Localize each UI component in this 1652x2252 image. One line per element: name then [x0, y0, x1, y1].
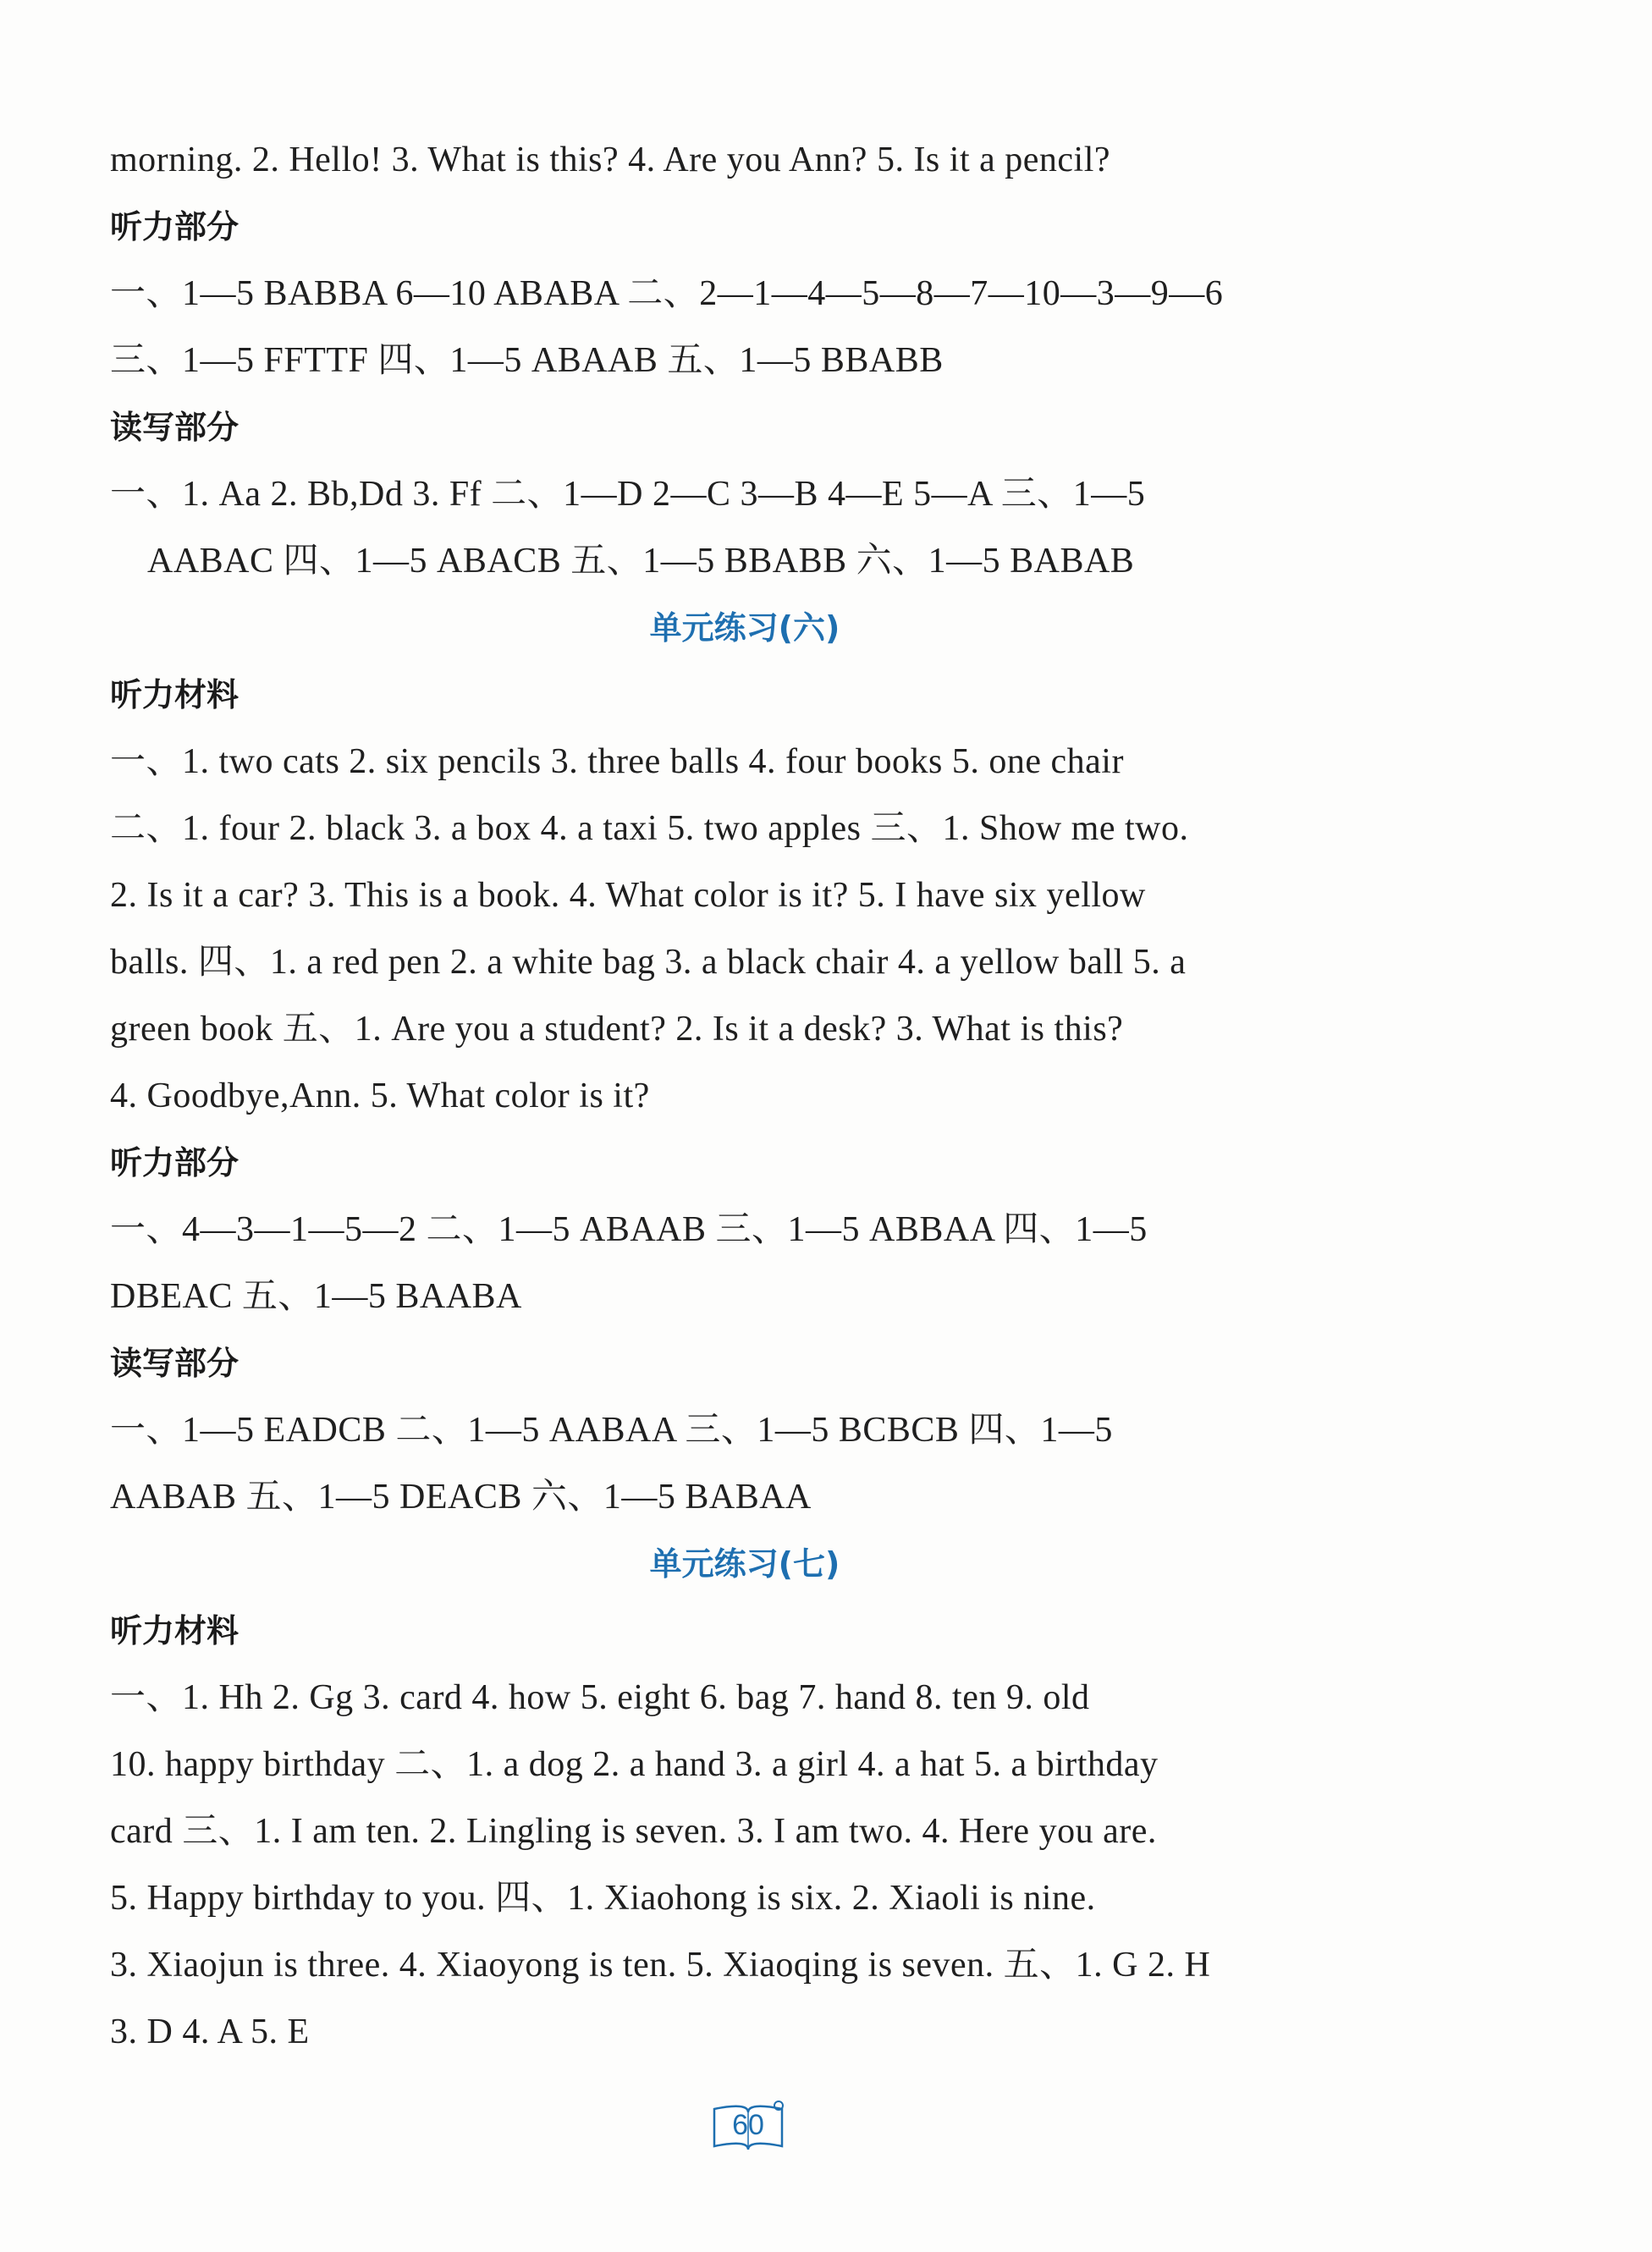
answer-line: 3. Xiaojun is three. 4. Xiaoyong is ten. 5. Xiaoqing is seven. 五、1. G 2. H: [110, 1946, 1211, 1985]
answer-line: green book 五、1. Are you a student? 2. Is it a desk? 3. What is this?: [110, 1010, 1124, 1049]
answer-line: 二、1. four 2. black 3. a box 4. a taxi 5. two apples 三、1. Show me two.: [110, 809, 1189, 848]
section-heading: 听力材料: [110, 676, 240, 713]
answer-line: 一、1—5 EADCB 二、1—5 AABAA 三、1—5 BCBCB 四、1—5: [110, 1411, 1113, 1450]
answer-line: 一、4—3—1—5—2 二、1—5 ABAAB 三、1—5 ABBAA 四、1—5: [110, 1210, 1148, 1249]
answer-content: [110, 127, 1396, 2066]
section-heading: 听力材料: [110, 1612, 240, 1649]
answer-line: AABAC 四、1—5 ABACB 五、1—5 BBABB 六、1—5 BABAB: [147, 542, 1135, 581]
section-heading: 听力部分: [110, 1144, 240, 1181]
answer-line: 5. Happy birthday to you. 四、1. Xiaohong is six. 2. Xiaoli is nine.: [110, 1879, 1096, 1918]
answer-line: 一、1. Hh 2. Gg 3. card 4. how 5. eight 6. bag 7. hand 8. ten 9. old: [110, 1678, 1090, 1717]
answer-line: 一、1—5 BABBA 6—10 ABABA 二、2—1—4—5—8—7—10—3—9—6: [110, 274, 1224, 313]
answer-line: 一、1. Aa 2. Bb,Dd 3. Ff 二、1—D 2—C 3—B 4—E 5—A 三、1—5: [110, 475, 1146, 514]
section-heading: 听力部分: [110, 208, 240, 245]
answer-line: 4. Goodbye,Ann. 5. What color is it?: [110, 1076, 650, 1115]
answer-line: AABAB 五、1—5 DEACB 六、1—5 BABAA: [110, 1478, 812, 1517]
section-heading: 读写部分: [110, 1345, 240, 1382]
section-heading: 读写部分: [110, 409, 240, 446]
unit-title: 单元练习(六): [649, 609, 840, 647]
page-number: 60: [732, 2109, 764, 2141]
answer-line: 一、1. two cats 2. six pencils 3. three balls 4. four books 5. one chair: [110, 742, 1124, 781]
answer-line: morning. 2. Hello! 3. What is this? 4. Are you Ann? 5. Is it a pencil?: [110, 140, 1111, 179]
answer-line: 三、1—5 FFTTF 四、1—5 ABAAB 五、1—5 BBABB: [110, 341, 944, 380]
answer-line: card 三、1. I am ten. 2. Lingling is seven. 3. I am two. 4. Here you are.: [110, 1812, 1157, 1851]
page-number-badge: [709, 2101, 787, 2153]
answer-line: 10. happy birthday 二、1. a dog 2. a hand 3. a girl 4. a hat 5. a birthday: [110, 1745, 1159, 1784]
answer-line: 2. Is it a car? 3. This is a book. 4. What color is it? 5. I have six yellow: [110, 876, 1146, 915]
answer-line: balls. 四、1. a red pen 2. a white bag 3. a black chair 4. a yellow ball 5. a: [110, 943, 1187, 982]
unit-title: 单元练习(七): [649, 1545, 840, 1583]
answer-line: 3. D 4. A 5. E: [110, 2012, 310, 2051]
answer-line: DBEAC 五、1—5 BAABA: [110, 1277, 522, 1316]
